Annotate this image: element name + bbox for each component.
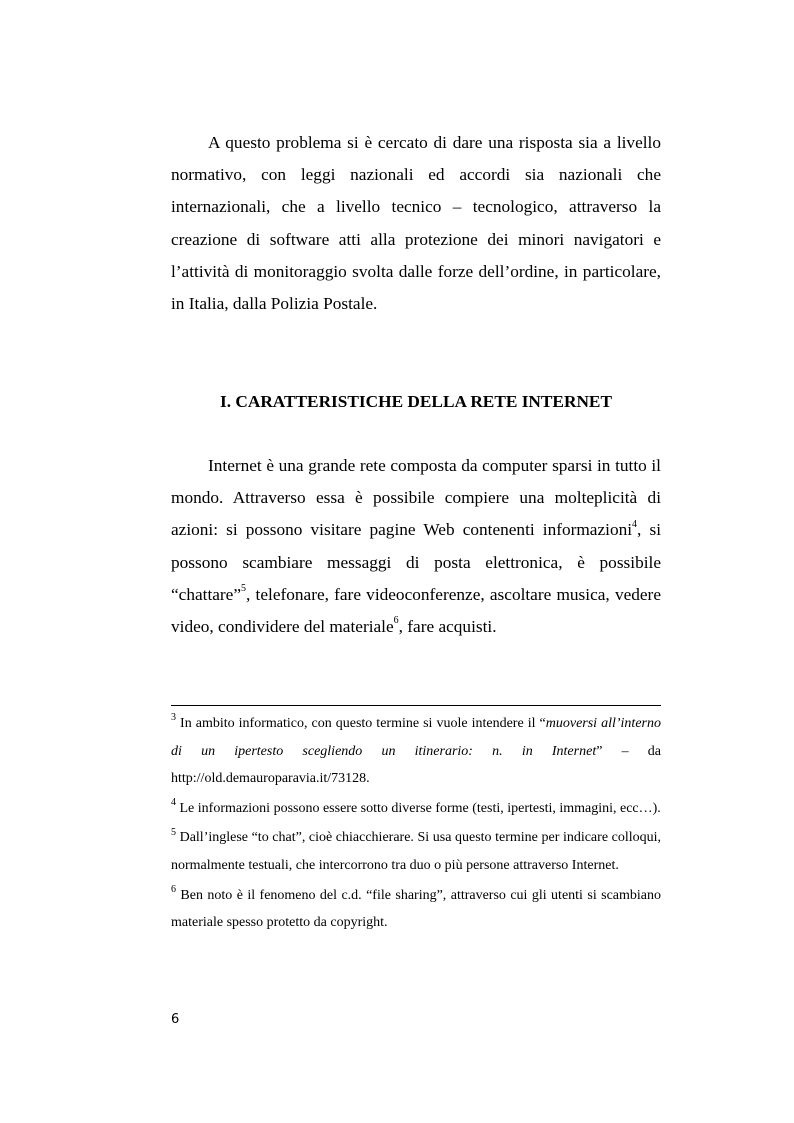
footnote-ref-4[interactable]: 4 [632,518,638,530]
footnote-ref-6[interactable]: 6 [393,615,399,627]
footnote-text: Dall’inglese “to chat”, cioè chiacchierare. Si usa questo termine per indicare colloqui, normalmente testuali, che intercorrono tra duo o più persone attraverso Internet. [171,830,661,873]
page-number: 6 [171,1012,180,1027]
footnote-3 [171,710,661,793]
footnote-text: Ben noto è il fenomeno del c.d. “file sharing”, attraverso cui gli utenti si scambiano materiale spesso protetto da copyright. [171,887,661,931]
footnote-ref-5[interactable]: 5 [241,583,247,595]
section-heading: I. CARATTERISTICHE DELLA RETE INTERNET [220,392,612,411]
footnotes [171,710,661,939]
footnote-number: 3 [171,712,176,724]
footnote-number: 4 [171,797,176,809]
footnote-text: In ambito informatico, con questo termine si vuole intendere il “ [176,716,546,731]
internet-paragraph [171,450,661,643]
internet-paragraph-text-3: , telefonare, fare videoconferenze, ascoltare musica, vedere video, condividere del materiale [171,584,661,637]
footnote-6 [171,882,661,937]
footnote-text: Le informazioni possono essere sotto diverse forme (testi, ipertesti, immagini, ecc…). [176,800,661,816]
footnote-separator [171,705,661,706]
footnote-number: 6 [171,883,176,895]
internet-paragraph-text-4: , fare acquisti. [398,617,497,637]
footnote-4 [171,795,661,823]
internet-paragraph-text-2: , si possono scambiare messaggi di posta elettronica, è possibile “chattare” [171,520,661,604]
footnote-5 [171,824,661,879]
footnote-text: ” – da http://old.demauroparavia.it/73128. [171,743,661,787]
internet-paragraph-text-1: Internet è una grande rete composta da computer sparsi in tutto il mondo. Attraverso essa è possibile compiere una molteplicità di azioni: si possono visitare pagine Web contenenti informazioni [171,456,661,540]
footnote-italic-definition: muoversi all’interno di un ipertesto scegliendo un itinerario: n. in Internet [171,716,661,759]
footnote-number: 5 [171,826,176,838]
intro-paragraph: A questo problema si è cercato di dare una risposta sia a livello normativo, con leggi nazionali ed accordi sia nazionali che internazionali, che a livello tecnico – tecnologico, attraverso la creazione di software atti alla protezione dei minori navigatori e l’attività di monitoraggio svolta dalle forze dell’ordine, in particolare, in Italia, dalla Polizia Postale. [171,133,661,314]
